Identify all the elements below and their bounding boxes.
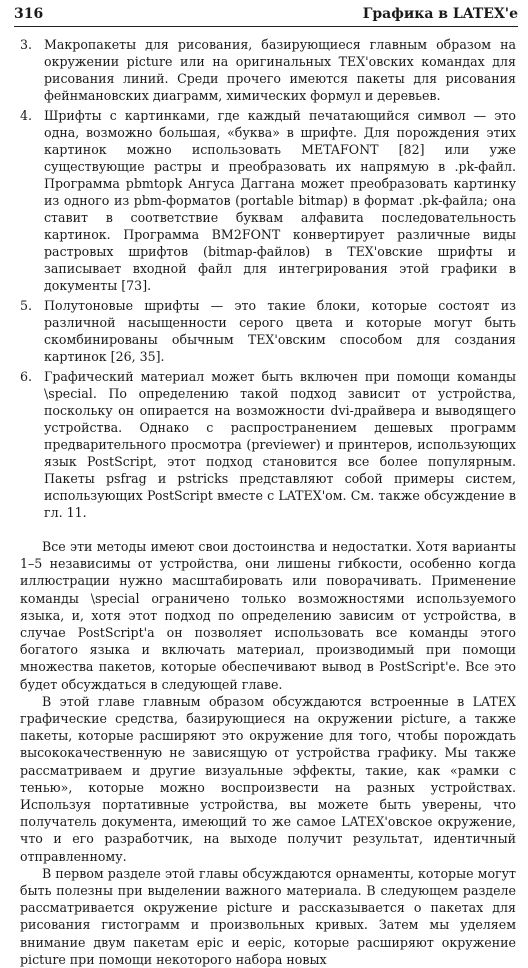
list-item-text: Шрифты с картинками, где каждый печатающийся символ — это одна, возможно большая, «буква» в шрифте. Для порождения этих картинок можно использовать METAFONT [82] или уже существующие растры и преобразовать их напрямую в .pk-файл. Программа pbmtopk Ангуса Даггана может преобразовать картинку из одного из pbm-форматов (portable bitmap) в формат .pk-файла; она ставит в соответствие буквам алфавита последовательность картинок. Программа BM2FONT конвертирует различные виды растровых шрифтов (bitmap-файлов) в TEX'овские шрифты и записывает входной файл для интегрирования этой графики в документы [73].: [44, 108, 516, 293]
paragraph: Все эти методы имеют свои достоинства и недостатки. Хотя варианты 1–5 независимы от устройства, они лишены гибкости, особенно когда иллюстрации нужно масштабировать или поворачивать. Применение команды \special ограничено только возможностями используемого языка, и, хотя этот подход по определению зависим от устройства, в случае PostScript'а он позволяет использовать все команды этого богатого языка и включать материал, производимый при помощи множества пакетов, которые обеспечивают вывод в PostScript'е. Все это будет обсуждаться в следующей главе.: [20, 539, 516, 692]
list-item: [20, 297, 516, 365]
list-item-text: Полутоновые шрифты — это такие блоки, которые состоят из различной насыщенности серого цвета и которые могут быть скомбинированы обычным TEX'овским способом для создания картинок [26, 35].: [44, 298, 516, 364]
list-item: [20, 107, 516, 294]
paragraph: В этой главе главным образом обсуждаются встроенные в LATEX графические средства, базирующиеся на окружении picture, а также пакеты, которые расширяют это окружение для того, чтобы порождать высококачественную не зависящую от устройства графику. Мы также рассматриваем и другие визуальные эффекты, такие, как «рамки с тенью», которые можно воспроизвести на разных устройствах. Используя портативные устройства, вы можете быть уверены, что получатель документа, имеющий то же самое LATEX'овское окружение, что и его разработчик, на выходе получит результат, идентичный отправленному.: [20, 693, 516, 864]
running-header: [14, 6, 518, 27]
page-number: 316: [14, 6, 44, 22]
list-item: [20, 36, 516, 104]
list-item-number: 5.: [20, 298, 33, 313]
list-item-number: 6.: [20, 369, 33, 384]
list-item: [20, 368, 516, 521]
numbered-list: [20, 36, 516, 524]
paragraph: В первом разделе этой главы обсуждаются орнаменты, которые могут быть полезны при выделении важного материала. В следующем разделе рассматривается окружение picture и рассказывается о пакетах для рисования гистограмм и произвольных кривых. Затем мы уделяем внимание двум пакетам epic и eepic, которые расширяют окружение picture при помощи некоторого набора новых: [20, 865, 516, 967]
list-item-number: 4.: [20, 108, 33, 123]
list-item-text: Графический материал может быть включен при помощи команды \special. По определению такой подход зависит от устройства, поскольку он опирается на возможности dvi-драйвера и выводящего устройства. Однако с распространением дешевых программ предварительного просмотра (previewer) и принтеров, использующих язык PostScript, этот подход становится все более популярным. Пакеты psfrag и pstricks представляют собой примеры систем, использующих PostScript вместе с LATEX'ом. См. также обсуждение в гл. 11.: [44, 369, 516, 520]
list-item-number: 3.: [20, 37, 33, 52]
list-item-text: Макропакеты для рисования, базирующиеся главным образом на окружении picture или на оригинальных TEX'овских командах для рисования линий. Среди прочего имеются пакеты для рисования фейнмановских диаграмм, химических формул и деревьев.: [44, 37, 516, 103]
running-title: Графика в LATEX'е: [362, 6, 518, 22]
body-text: [20, 538, 516, 968]
